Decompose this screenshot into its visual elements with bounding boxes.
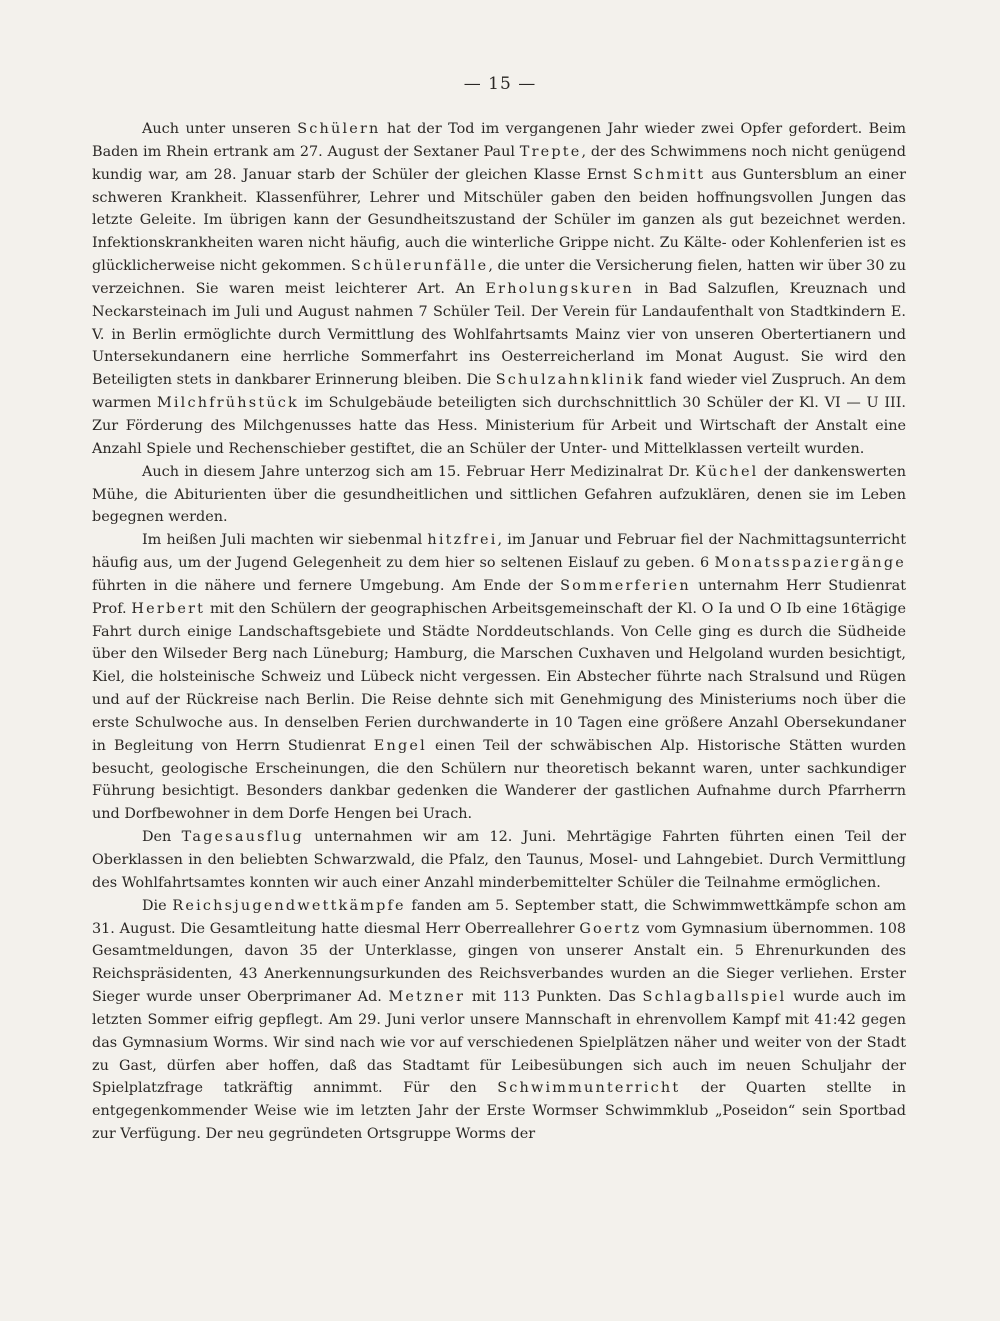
spaced-emphasis: Trepte <box>519 143 582 160</box>
paragraph-medical-talk <box>92 461 906 530</box>
text-run: im Schulgebäude beteiligten sich durchschnittlich 30 Schüler der Kl. VI — U III. Zur Förderung des Milchgenusses hatte das Hess. Ministerium für Arbeit und Wirtschaft der Anstalt eine Anzahl Spiele und Rechenschieber gestiftet, die an Schüler der Unter- und Mittelklassen verteilt wurden. <box>92 395 906 457</box>
spaced-emphasis: Milchfrühstück <box>156 395 299 412</box>
text-run: der Quarten stellte in entgegenkommender Weise wie im letzten Jahr der Erste Wormser Schwimmklub „Poseidon“ sein Sportbad zur Verfügung. Der neu gegründeten Ortsgruppe Worms der <box>92 1080 906 1143</box>
spaced-emphasis: Schlagballspiel <box>642 989 787 1006</box>
text-run: aus Guntersblum an einer schweren Krankheit. Klassenführer, Lehrer und Mitschüler gaben den beiden hoffnungsvollen Jungen das letzte Geleite. Im übrigen kann der Gesundheitszustand der Schüler im ganzen als gut bezeichnet werden. Infektionskrankheiten waren nicht häufig, auch die winterliche Grippe nicht. Zu Kälte- oder Kohlenferien ist es glücklicherweise nicht gekommen. <box>92 166 906 275</box>
spaced-emphasis: Reichsjugendwettkämpfe <box>172 897 406 914</box>
paragraph-sports <box>92 895 906 1146</box>
text-run: Die <box>142 897 173 914</box>
text-body <box>92 118 906 1146</box>
text-run: unternahmen wir am 12. Juni. Mehrtägige Fahrten führten einen Teil der Oberklassen in den beliebten Schwarzwald, die Pfalz, den Taunus, Mosel- und Lahngebiet. Durch Vermittlung des Wohlfahrtsamtes konnten wir auch einer Anzahl minderbemittelter Schüler die Teilnahme ermöglichen. <box>92 829 906 891</box>
spaced-emphasis: Metzner <box>388 989 466 1006</box>
text-run: wurde auch im letzten Sommer eifrig gepflegt. Am 29. Juni verlor unsere Mannschaft in ehrenvollem Kampf mit 41:42 gegen das Gymnasium Worms. Wir sind nach wie vor auf verschiedenen Spielplätzen näher und weiter von der Stadt zu Gast, dürfen aber hoffen, daß das Stadtamt für Leibesübungen sich auch im neuen Schuljahr der Spielplatzfrage tatkräftig annimmt. Für den <box>92 989 906 1097</box>
text-run: , die unter die Versicherung fielen, hatten wir über 30 zu verzeichnen. Sie waren meist leichterer Art. An <box>92 258 906 297</box>
text-run: , der des Schwimmens noch nicht genügend kundig war, am 28. Januar starb der Schüler der gleichen Klasse Ernst <box>92 143 906 183</box>
text-run: mit den Schülern der geographischen Arbeitsgemeinschaft der Kl. O Ia und O Ib eine 16tägige Fahrt durch einige Landschaftsgebiete und Städte Norddeutschlands. Von Celle ging es durch die Südheide über den Wilseder Berg nach Lüneburg; Hamburg, die Marschen Cuxhaven und Helgoland wurden besichtigt, Kiel, die holsteinische Schweiz und Lübeck nicht vergessen. Ein Abstecher führte nach Stralsund und Rügen und auf der Rückreise nach Berlin. Die Reise dehnte sich mit Genehmigung des Ministeriums noch über die erste Schulwoche aus. In denselben Ferien durchwanderte in 10 Tagen eine größere Anzahl Obersekundaner in Begleitung von Herrn Studienrat <box>92 600 906 754</box>
text-run: Auch unter unseren <box>142 121 298 137</box>
paragraph-health <box>92 118 906 461</box>
spaced-emphasis: Goertz <box>579 920 642 937</box>
text-run: unternahm Herr Studienrat Prof. <box>92 577 906 617</box>
text-run: führten in die nähere und fernere Umgebung. Am Ende der <box>92 577 561 594</box>
spaced-emphasis: Schülern <box>297 121 381 137</box>
paragraph-excursions <box>92 529 906 826</box>
spaced-emphasis: Erholungskuren <box>485 280 634 297</box>
text-run: mit 113 Punkten. Das <box>465 989 643 1006</box>
text-run: fand wieder viel Zuspruch. An dem warmen <box>92 372 906 412</box>
text-run: Den <box>142 829 182 846</box>
page-number: — 15 — <box>463 74 537 94</box>
spaced-emphasis: Schmitt <box>632 166 706 183</box>
spaced-emphasis: hitzfrei <box>427 532 498 549</box>
text-run: der dankenswerten Mühe, die Abiturienten über die gesundheitlichen und sittlichen Gefahren aufzuklären, denen sie im Leben begegnen werden. <box>92 463 906 526</box>
spaced-emphasis: Schulzahnklinik <box>495 372 646 389</box>
text-run: , im Januar und Februar fiel der Nachmittagsunterricht häufig aus, um der Jugend Gelegenheit zu dem hier so seltenen Eislauf zu geben. 6 <box>92 532 906 572</box>
spaced-emphasis: Schwimmunterricht <box>497 1080 681 1097</box>
text-run: hat der Tod im vergangenen Jahr wieder zwei Opfer gefordert. Beim Baden im Rhein ertrank am 27. August der Sextaner Paul <box>92 121 907 160</box>
text-run: vom Gymnasium übernommen. 108 Gesamtmeldungen, davon 35 der Unterklasse, gingen von unserer Anstalt ein. 5 Ehrenurkunden des Reichspräsidenten, 43 Anerkennungsurkunden des Reichsverbandes wurden an die Sieger verliehen. Erster Sieger wurde unser Oberprimaner Ad. <box>92 920 907 1006</box>
text-run: in Bad Salzuflen, Kreuznach und Neckarsteinach im Juli und August nahmen 7 Schüler Teil. Der Verein für Landaufenthalt von Stadtkindern E. V. in Berlin ermöglichte durch Vermittlung des Wohlfahrtsamts Mainz vier von unseren Obertertianern und Untersekundanern eine herrliche Sommerfahrt ins Oesterreicherland im Monat August. Sie wird den Beteiligten stets in dankbarer Erinnerung bleiben. Die <box>92 280 906 389</box>
spaced-emphasis: Monatsspaziergänge <box>714 555 906 572</box>
text-run: Im heißen Juli machten wir siebenmal <box>142 532 428 549</box>
text-run: Auch in diesem Jahre unterzog sich am 15. Februar Herr Medizinalrat Dr. <box>142 463 696 480</box>
spaced-emphasis: Engel <box>373 737 427 754</box>
text-run: einen Teil der schwäbischen Alp. Historische Stätten wurden besucht, geologische Erscheinungen, die den Schülern nur theoretisch bekannt waren, unter sachkundiger Führung besichtigt. Besonders dankbar gedenken die Wanderer der gastlichen Aufnahme durch Pfarrherrn und Dorfbewohner in dem Dorfe Hengen bei Urach. <box>92 737 907 823</box>
spaced-emphasis: Schülerunfälle <box>350 258 489 275</box>
spaced-emphasis: Küchel <box>695 463 759 480</box>
paragraph-day-trip <box>92 826 906 895</box>
spaced-emphasis: Herbert <box>131 600 206 617</box>
text-run: fanden am 5. September statt, die Schwimmwettkämpfe schon am 31. August. Die Gesamtleitung hatte diesmal Herr Oberreallehrer <box>92 897 906 937</box>
spaced-emphasis: Tagesausflug <box>181 829 304 846</box>
spaced-emphasis: Sommerferien <box>560 577 691 594</box>
